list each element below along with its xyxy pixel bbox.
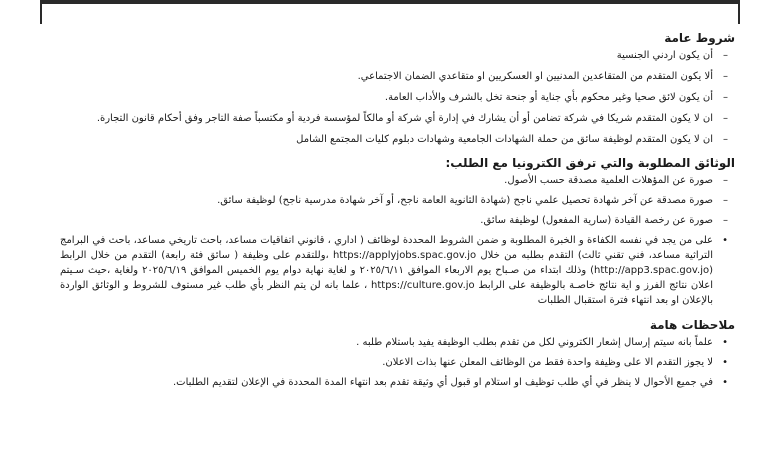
- application-note: • على من يجد في نفسه الكفاءة و الخبرة المطلوبة و ضمن الشروط المحددة لوظائف ( اداري ، قانوني اتفاقيات مساعد، باحث تاريخي مساعد، باحث في البرامج التراثية مساعد، فني تقني ثالث) التقدم بطلبه من خلال https://applyjobs.spac.gov.jo ،وللتقدم على وظيفة ( سائق فئة رابعة) التقدم من خلال الرابط (http://app3.spac.gov.jo) وذلك ابتداء من صـباح يوم الاربعاء الموافق ٢٠٢٥/٦/١١ و لغاية نهاية دوام يوم الخميس الموافق ٢٠٢٥/٦/١٩ ولغاية ،حيث سـيتم اعلان نتائج الفرز و اية نتائج خاصـة بالوظيفة على الرابط https://culture.gov.jo ، علما بانه لن يتم النظر بأي طلب غير مستوف للشروط و الوثائق الواردة بالإعلان او بعد انتهاء فترة استقبال الطلبات: [60, 233, 713, 308]
- general-term-item: – ان لا يكون المتقدم لوظيفة سائق من حملة الشهادات الجامعية وشهادات دبلوم كليات المجتمع الشامل: [60, 132, 713, 147]
- important-notes-list: [60, 335, 735, 390]
- general-term-item: – أن يكون لائق صحيا وغير محكوم بأي جناية أو جنحة تخل بالشرف والأداب العامة.: [60, 90, 713, 105]
- general-term-item: – ان لا يكون المتقدم شريكا في شركة تضامن أو أن يشارك في إدارة أي شركة أو مالكاً لمؤسسة فردية أو مكتسباً صفة التاجر وفق أحكام قانون التجارة.: [60, 111, 713, 126]
- general-term-item: – أن يكون اردني الجنسية: [60, 48, 713, 63]
- document-item: – صورة عن رخصة القيادة (سارية المفعول) لوظيفة سائق.: [60, 213, 713, 228]
- general-terms-heading: شروط عامة: [664, 31, 735, 45]
- document-content: [60, 28, 735, 395]
- important-note-item: • لا يجوز التقدم الا على وظيفة واحدة فقط من الوظائف المعلن عنها بذات الاعلان.: [60, 355, 713, 370]
- document-item: – صورة مصدقة عن آخر شهادة تحصيل علمي ناجح (شهادة الثانوية العامة ناجح، أو آخر شهادة مدرسية ناجح) لوظيفة سائق.: [60, 193, 713, 208]
- important-note-item: • في جميع الأحوال لا ينظر في أي طلب توظيف او استلام او قبول أي وثيقة تقدم بعد انتهاء المدة المحددة في الإعلان لتقديم الطلبات.: [60, 375, 713, 390]
- page-frame-top: [40, 0, 740, 4]
- general-term-item: – ألا يكون المتقدم من المتقاعدين المدنيين او العسكريين او متقاعدي الضمان الاجتماعي.: [60, 69, 713, 84]
- page-frame-right: [738, 0, 740, 24]
- important-note-item: • علماً بانه سيتم إرسال إشعار الكتروني لكل من تقدم بطلب الوظيفة يفيد باستلام طلبه .: [60, 335, 713, 350]
- documents-list: [60, 173, 735, 228]
- documents-heading: الوثائق المطلوبة والتي ترفق الكترونيا مع الطلب:: [445, 156, 735, 170]
- general-terms-list: [60, 48, 735, 147]
- document-item: – صورة عن المؤهلات العلمية مصدقة حسب الأصول.: [60, 173, 713, 188]
- application-note-list: [60, 233, 735, 308]
- page-frame-left: [40, 0, 42, 24]
- important-notes-heading: ملاحظات هامة: [649, 318, 735, 332]
